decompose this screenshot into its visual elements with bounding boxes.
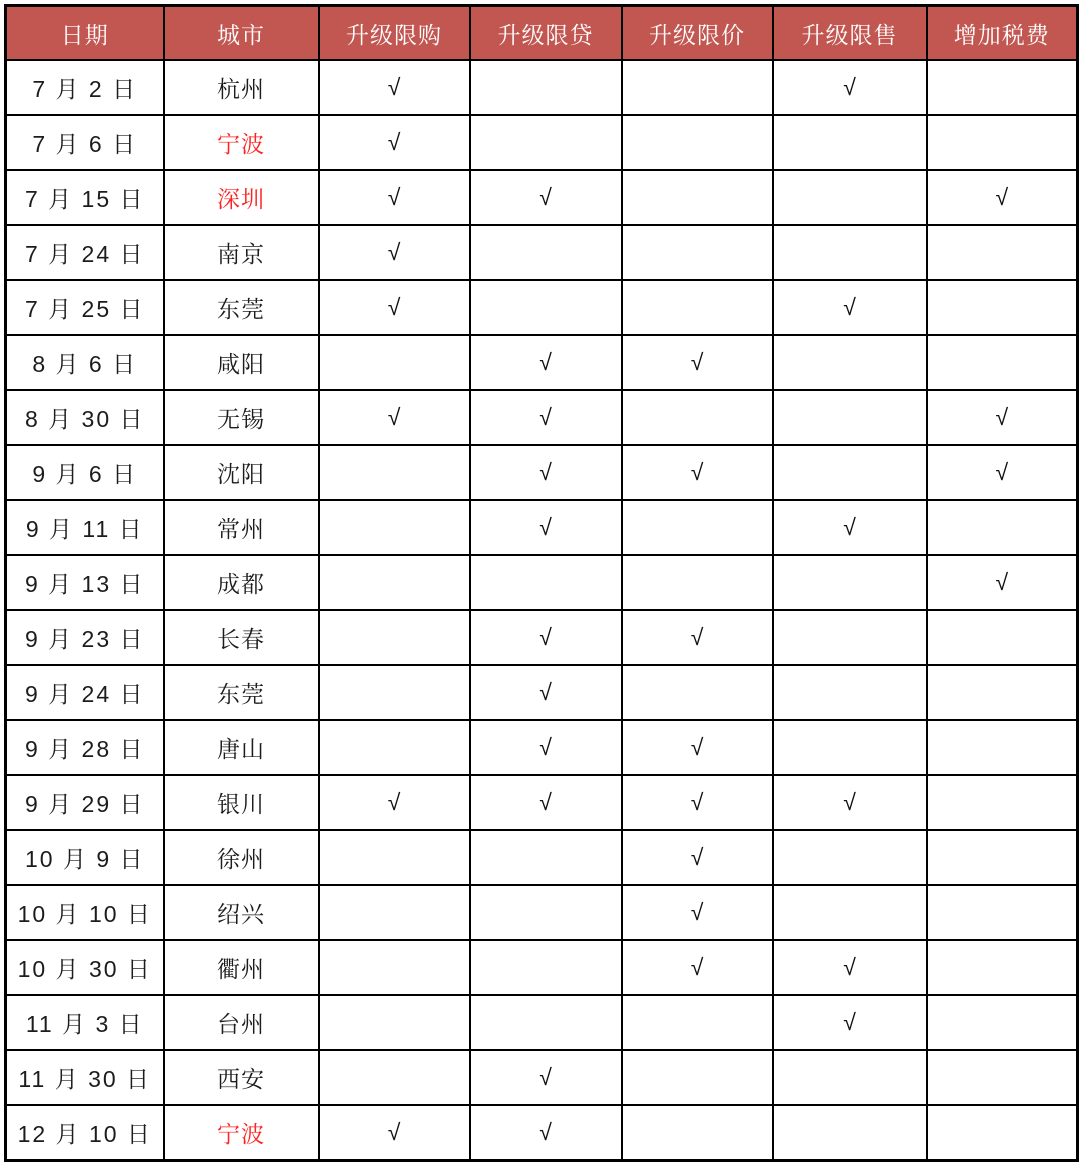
- column-header-date: 日期: [6, 6, 164, 61]
- checkmark-icon: √: [387, 294, 401, 320]
- date-cell: 10 月 10 日: [6, 885, 164, 940]
- check-cell-loan-limit: [470, 940, 622, 995]
- check-cell-sale-limit: [773, 390, 927, 445]
- check-cell-sale-limit: [773, 555, 927, 610]
- check-cell-tax-increase: [927, 390, 1078, 445]
- city-cell: 衢州: [164, 940, 319, 995]
- check-cell-loan-limit: [470, 225, 622, 280]
- check-cell-sale-limit: [773, 445, 927, 500]
- checkmark-icon: √: [690, 954, 704, 980]
- check-cell-price-limit: [622, 665, 773, 720]
- check-cell-tax-increase: [927, 830, 1078, 885]
- check-cell-tax-increase: [927, 555, 1078, 610]
- check-cell-price-limit: [622, 280, 773, 335]
- table-row: [6, 500, 1078, 555]
- check-cell-sale-limit: [773, 775, 927, 830]
- check-cell-tax-increase: [927, 280, 1078, 335]
- city-cell: 绍兴: [164, 885, 319, 940]
- check-cell-tax-increase: [927, 500, 1078, 555]
- checkmark-icon: √: [387, 789, 401, 815]
- table-row: [6, 170, 1078, 225]
- check-cell-sale-limit: [773, 335, 927, 390]
- date-cell: 12 月 10 日: [6, 1105, 164, 1161]
- city-cell: 唐山: [164, 720, 319, 775]
- check-cell-price-limit: [622, 60, 773, 115]
- check-cell-loan-limit: [470, 390, 622, 445]
- date-cell: 9 月 11 日: [6, 500, 164, 555]
- table-row: [6, 225, 1078, 280]
- check-cell-purchase-limit: [319, 940, 470, 995]
- checkmark-icon: √: [539, 734, 552, 760]
- city-cell: 宁波: [164, 115, 319, 170]
- date-cell: 8 月 6 日: [6, 335, 164, 390]
- table-row: [6, 830, 1078, 885]
- date-cell: 7 月 25 日: [6, 280, 164, 335]
- check-cell-loan-limit: [470, 60, 622, 115]
- check-cell-tax-increase: [927, 885, 1078, 940]
- check-cell-tax-increase: [927, 1050, 1078, 1105]
- table-row: [6, 555, 1078, 610]
- check-cell-tax-increase: [927, 225, 1078, 280]
- date-cell: 7 月 2 日: [6, 60, 164, 115]
- checkmark-icon: √: [690, 459, 704, 485]
- city-cell: 常州: [164, 500, 319, 555]
- check-cell-loan-limit: [470, 555, 622, 610]
- check-cell-price-limit: [622, 775, 773, 830]
- city-cell: 西安: [164, 1050, 319, 1105]
- column-header-city: 城市: [164, 6, 319, 61]
- city-cell: 咸阳: [164, 335, 319, 390]
- date-cell: 8 月 30 日: [6, 390, 164, 445]
- city-cell: 台州: [164, 995, 319, 1050]
- checkmark-icon: √: [843, 789, 856, 815]
- check-cell-purchase-limit: [319, 720, 470, 775]
- check-cell-purchase-limit: [319, 995, 470, 1050]
- checkmark-icon: √: [539, 404, 552, 430]
- date-cell: 10 月 9 日: [6, 830, 164, 885]
- city-cell: 东莞: [164, 280, 319, 335]
- city-cell: 杭州: [164, 60, 319, 115]
- check-cell-sale-limit: [773, 940, 927, 995]
- check-cell-purchase-limit: [319, 775, 470, 830]
- checkmark-icon: √: [690, 844, 704, 870]
- check-cell-sale-limit: [773, 1105, 927, 1161]
- table-row: [6, 995, 1078, 1050]
- check-cell-price-limit: [622, 610, 773, 665]
- check-cell-sale-limit: [773, 885, 927, 940]
- checkmark-icon: √: [843, 74, 856, 100]
- table-row: [6, 1050, 1078, 1105]
- check-cell-loan-limit: [470, 1050, 622, 1105]
- check-cell-tax-increase: [927, 665, 1078, 720]
- check-cell-price-limit: [622, 995, 773, 1050]
- check-cell-loan-limit: [470, 170, 622, 225]
- check-cell-tax-increase: [927, 720, 1078, 775]
- city-cell: 沈阳: [164, 445, 319, 500]
- table-row: [6, 390, 1078, 445]
- check-cell-sale-limit: [773, 995, 927, 1050]
- date-cell: 7 月 6 日: [6, 115, 164, 170]
- check-cell-tax-increase: [927, 995, 1078, 1050]
- checkmark-icon: √: [539, 624, 552, 650]
- check-cell-loan-limit: [470, 830, 622, 885]
- checkmark-icon: √: [539, 1119, 552, 1145]
- checkmark-icon: √: [539, 349, 552, 375]
- checkmark-icon: √: [690, 789, 704, 815]
- check-cell-price-limit: [622, 1050, 773, 1105]
- check-cell-sale-limit: [773, 60, 927, 115]
- checkmark-icon: √: [387, 1119, 401, 1145]
- check-cell-purchase-limit: [319, 555, 470, 610]
- check-cell-purchase-limit: [319, 500, 470, 555]
- check-cell-price-limit: [622, 720, 773, 775]
- check-cell-loan-limit: [470, 500, 622, 555]
- table-row: [6, 115, 1078, 170]
- check-cell-price-limit: [622, 500, 773, 555]
- checkmark-icon: √: [843, 1009, 856, 1035]
- check-cell-sale-limit: [773, 500, 927, 555]
- date-cell: 7 月 15 日: [6, 170, 164, 225]
- city-cell: 成都: [164, 555, 319, 610]
- check-cell-purchase-limit: [319, 1050, 470, 1105]
- check-cell-loan-limit: [470, 885, 622, 940]
- check-cell-loan-limit: [470, 775, 622, 830]
- checkmark-icon: √: [690, 899, 704, 925]
- check-cell-sale-limit: [773, 830, 927, 885]
- check-cell-purchase-limit: [319, 390, 470, 445]
- check-cell-loan-limit: [470, 665, 622, 720]
- check-cell-price-limit: [622, 170, 773, 225]
- checkmark-icon: √: [843, 954, 856, 980]
- check-cell-purchase-limit: [319, 280, 470, 335]
- checkmark-icon: √: [539, 459, 552, 485]
- table-row: [6, 885, 1078, 940]
- check-cell-purchase-limit: [319, 1105, 470, 1161]
- column-header-loan-limit: 升级限贷: [470, 6, 622, 61]
- checkmark-icon: √: [539, 679, 552, 705]
- date-cell: 9 月 29 日: [6, 775, 164, 830]
- checkmark-icon: √: [995, 184, 1009, 210]
- check-cell-purchase-limit: [319, 170, 470, 225]
- checkmark-icon: √: [690, 734, 704, 760]
- check-cell-sale-limit: [773, 115, 927, 170]
- check-cell-sale-limit: [773, 665, 927, 720]
- check-cell-tax-increase: [927, 1105, 1078, 1161]
- check-cell-tax-increase: [927, 115, 1078, 170]
- date-cell: 11 月 30 日: [6, 1050, 164, 1105]
- check-cell-price-limit: [622, 115, 773, 170]
- checkmark-icon: √: [539, 1064, 552, 1090]
- table-row: [6, 280, 1078, 335]
- date-cell: 10 月 30 日: [6, 940, 164, 995]
- date-cell: 7 月 24 日: [6, 225, 164, 280]
- checkmark-icon: √: [387, 129, 401, 155]
- date-cell: 9 月 24 日: [6, 665, 164, 720]
- check-cell-tax-increase: [927, 445, 1078, 500]
- city-cell: 宁波: [164, 1105, 319, 1161]
- date-cell: 9 月 13 日: [6, 555, 164, 610]
- check-cell-purchase-limit: [319, 115, 470, 170]
- checkmark-icon: √: [843, 514, 856, 540]
- date-cell: 9 月 23 日: [6, 610, 164, 665]
- check-cell-price-limit: [622, 445, 773, 500]
- column-header-sale-limit: 升级限售: [773, 6, 927, 61]
- check-cell-loan-limit: [470, 1105, 622, 1161]
- city-cell: 南京: [164, 225, 319, 280]
- checkmark-icon: √: [995, 404, 1009, 430]
- column-header-tax-increase: 增加税费: [927, 6, 1078, 61]
- date-cell: 9 月 28 日: [6, 720, 164, 775]
- table-row: [6, 60, 1078, 115]
- checkmark-icon: √: [690, 624, 704, 650]
- check-cell-loan-limit: [470, 335, 622, 390]
- check-cell-loan-limit: [470, 115, 622, 170]
- check-cell-purchase-limit: [319, 60, 470, 115]
- check-cell-sale-limit: [773, 720, 927, 775]
- table-row: [6, 610, 1078, 665]
- checkmark-icon: √: [843, 294, 856, 320]
- check-cell-tax-increase: [927, 335, 1078, 390]
- check-cell-loan-limit: [470, 995, 622, 1050]
- checkmark-icon: √: [539, 514, 552, 540]
- check-cell-sale-limit: [773, 280, 927, 335]
- checkmark-icon: √: [995, 459, 1009, 485]
- table-row: [6, 335, 1078, 390]
- check-cell-loan-limit: [470, 280, 622, 335]
- check-cell-purchase-limit: [319, 830, 470, 885]
- check-cell-purchase-limit: [319, 885, 470, 940]
- check-cell-purchase-limit: [319, 335, 470, 390]
- checkmark-icon: √: [539, 789, 552, 815]
- checkmark-icon: √: [690, 349, 704, 375]
- check-cell-tax-increase: [927, 610, 1078, 665]
- table-row: [6, 775, 1078, 830]
- checkmark-icon: √: [387, 404, 401, 430]
- column-header-purchase-limit: 升级限购: [319, 6, 470, 61]
- date-cell: 11 月 3 日: [6, 995, 164, 1050]
- check-cell-price-limit: [622, 940, 773, 995]
- checkmark-icon: √: [995, 569, 1009, 595]
- check-cell-price-limit: [622, 1105, 773, 1161]
- policy-table: [4, 4, 1079, 1162]
- check-cell-price-limit: [622, 555, 773, 610]
- check-cell-purchase-limit: [319, 610, 470, 665]
- city-cell: 徐州: [164, 830, 319, 885]
- table-row: [6, 665, 1078, 720]
- date-cell: 9 月 6 日: [6, 445, 164, 500]
- check-cell-price-limit: [622, 225, 773, 280]
- city-cell: 东莞: [164, 665, 319, 720]
- check-cell-price-limit: [622, 335, 773, 390]
- check-cell-purchase-limit: [319, 445, 470, 500]
- checkmark-icon: √: [387, 184, 401, 210]
- check-cell-sale-limit: [773, 225, 927, 280]
- checkmark-icon: √: [539, 184, 552, 210]
- check-cell-purchase-limit: [319, 225, 470, 280]
- check-cell-sale-limit: [773, 170, 927, 225]
- check-cell-price-limit: [622, 885, 773, 940]
- check-cell-loan-limit: [470, 610, 622, 665]
- table-row: [6, 445, 1078, 500]
- city-cell: 无锡: [164, 390, 319, 445]
- city-cell: 长春: [164, 610, 319, 665]
- check-cell-loan-limit: [470, 445, 622, 500]
- check-cell-tax-increase: [927, 775, 1078, 830]
- check-cell-tax-increase: [927, 170, 1078, 225]
- check-cell-price-limit: [622, 390, 773, 445]
- city-cell: 银川: [164, 775, 319, 830]
- check-cell-purchase-limit: [319, 665, 470, 720]
- header-row: [6, 6, 1078, 61]
- column-header-price-limit: 升级限价: [622, 6, 773, 61]
- check-cell-sale-limit: [773, 1050, 927, 1105]
- check-cell-sale-limit: [773, 610, 927, 665]
- checkmark-icon: √: [387, 74, 401, 100]
- check-cell-tax-increase: [927, 60, 1078, 115]
- check-cell-loan-limit: [470, 720, 622, 775]
- city-cell: 深圳: [164, 170, 319, 225]
- table-row: [6, 940, 1078, 995]
- table-row: [6, 1105, 1078, 1161]
- table-row: [6, 720, 1078, 775]
- check-cell-price-limit: [622, 830, 773, 885]
- check-cell-tax-increase: [927, 940, 1078, 995]
- checkmark-icon: √: [387, 239, 401, 265]
